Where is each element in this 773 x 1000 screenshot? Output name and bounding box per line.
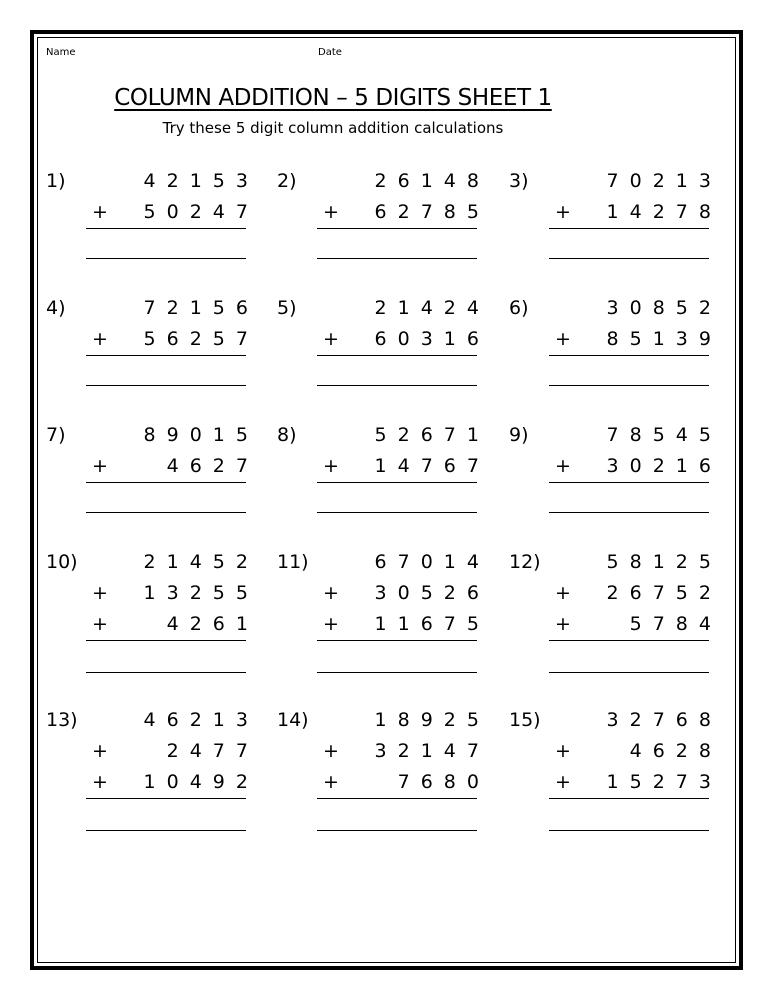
- first-addend-row: [553, 708, 722, 732]
- plus-sign: +: [92, 328, 108, 350]
- answer-blank-line[interactable]: [317, 672, 477, 673]
- addend-digits: 30852: [606, 297, 722, 319]
- addend-digits: 89015: [143, 424, 259, 446]
- addend-digits: 18925: [374, 709, 490, 731]
- plus-sign: +: [323, 771, 339, 793]
- plus-sign: +: [555, 582, 571, 604]
- addend-digits: 2477: [143, 740, 259, 762]
- addend-digits: 85139: [606, 328, 722, 350]
- plus-sign: +: [323, 740, 339, 762]
- plus-sign: +: [92, 201, 108, 223]
- answer-blank-line[interactable]: [549, 830, 709, 831]
- answer-blank-line[interactable]: [86, 512, 246, 513]
- addend-row: [90, 770, 259, 794]
- problem-number: 1): [46, 170, 66, 192]
- problem-number: 14): [277, 709, 309, 731]
- addend-digits: 67014: [374, 551, 490, 573]
- sum-line: [317, 355, 477, 356]
- addend-digits: 70213: [606, 170, 722, 192]
- problem-number: 6): [509, 297, 529, 319]
- addend-row: [90, 454, 259, 478]
- sum-line: [549, 482, 709, 483]
- addend-row: [321, 770, 490, 794]
- problem-number: 4): [46, 297, 66, 319]
- sum-line: [86, 798, 246, 799]
- addend-digits: 78545: [606, 424, 722, 446]
- sum-line: [317, 798, 477, 799]
- sum-line: [86, 482, 246, 483]
- plus-sign: +: [555, 328, 571, 350]
- first-addend-row: [321, 423, 490, 447]
- addend-digits: 26148: [374, 170, 490, 192]
- addend-digits: 32768: [606, 709, 722, 731]
- problem-number: 15): [509, 709, 541, 731]
- first-addend-row: [90, 550, 259, 574]
- plus-sign: +: [92, 771, 108, 793]
- first-addend-row: [321, 708, 490, 732]
- addend-digits: 32147: [374, 740, 490, 762]
- plus-sign: +: [323, 328, 339, 350]
- sum-line: [317, 482, 477, 483]
- plus-sign: +: [555, 771, 571, 793]
- addend-row: [321, 739, 490, 763]
- addend-digits: 60316: [374, 328, 490, 350]
- addend-row: [553, 200, 722, 224]
- addend-digits: 46213: [143, 709, 259, 731]
- answer-blank-line[interactable]: [86, 672, 246, 673]
- addend-row: [90, 581, 259, 605]
- answer-blank-line[interactable]: [86, 385, 246, 386]
- sum-line: [549, 640, 709, 641]
- problem-number: 5): [277, 297, 297, 319]
- addend-row: [321, 581, 490, 605]
- addend-digits: 4628: [606, 740, 722, 762]
- sum-line: [86, 355, 246, 356]
- plus-sign: +: [323, 201, 339, 223]
- addend-digits: 30216: [606, 455, 722, 477]
- plus-sign: +: [92, 582, 108, 604]
- sum-line: [549, 798, 709, 799]
- addend-row: [553, 327, 722, 351]
- plus-sign: +: [92, 455, 108, 477]
- name-label: Name: [46, 47, 76, 58]
- addend-digits: 15273: [606, 771, 722, 793]
- first-addend-row: [553, 550, 722, 574]
- plus-sign: +: [555, 455, 571, 477]
- first-addend-row: [553, 169, 722, 193]
- addend-digits: 13255: [143, 582, 259, 604]
- sum-line: [86, 640, 246, 641]
- first-addend-row: [90, 708, 259, 732]
- addend-digits: 11675: [374, 613, 490, 635]
- first-addend-row: [90, 423, 259, 447]
- addend-row: [321, 454, 490, 478]
- addend-row: [553, 612, 722, 636]
- plus-sign: +: [323, 455, 339, 477]
- addend-digits: 62785: [374, 201, 490, 223]
- addend-row: [553, 454, 722, 478]
- addend-row: [90, 739, 259, 763]
- answer-blank-line[interactable]: [317, 258, 477, 259]
- sum-line: [317, 228, 477, 229]
- addend-digits: 21452: [143, 551, 259, 573]
- addend-digits: 52671: [374, 424, 490, 446]
- plus-sign: +: [555, 201, 571, 223]
- answer-blank-line[interactable]: [317, 385, 477, 386]
- addend-digits: 72156: [143, 297, 259, 319]
- plus-sign: +: [555, 740, 571, 762]
- addend-row: [90, 200, 259, 224]
- addend-row: [90, 612, 259, 636]
- answer-blank-line[interactable]: [549, 512, 709, 513]
- addend-digits: 10492: [143, 771, 259, 793]
- problem-number: 3): [509, 170, 529, 192]
- addend-digits: 14278: [606, 201, 722, 223]
- addend-digits: 4627: [143, 455, 259, 477]
- addend-row: [90, 327, 259, 351]
- first-addend-row: [321, 296, 490, 320]
- problem-number: 2): [277, 170, 297, 192]
- first-addend-row: [321, 169, 490, 193]
- addend-digits: 58125: [606, 551, 722, 573]
- problem-number: 8): [277, 424, 297, 446]
- plus-sign: +: [555, 613, 571, 635]
- sum-line: [86, 228, 246, 229]
- addend-row: [321, 200, 490, 224]
- sheet-title: COLUMN ADDITION – 5 DIGITS SHEET 1: [114, 85, 552, 111]
- addend-digits: 26752: [606, 582, 722, 604]
- first-addend-row: [321, 550, 490, 574]
- addend-digits: 7680: [374, 771, 490, 793]
- sheet-subtitle: Try these 5 digit column addition calculations: [162, 119, 504, 137]
- answer-blank-line[interactable]: [86, 258, 246, 259]
- problem-number: 11): [277, 551, 309, 573]
- addend-row: [553, 581, 722, 605]
- problem-number: 12): [509, 551, 541, 573]
- addend-digits: 50247: [143, 201, 259, 223]
- sum-line: [549, 355, 709, 356]
- answer-blank-line[interactable]: [317, 512, 477, 513]
- first-addend-row: [553, 296, 722, 320]
- plus-sign: +: [323, 613, 339, 635]
- problem-number: 10): [46, 551, 78, 573]
- problem-number: 7): [46, 424, 66, 446]
- first-addend-row: [90, 169, 259, 193]
- addend-row: [553, 739, 722, 763]
- addend-digits: 21424: [374, 297, 490, 319]
- sum-line: [317, 640, 477, 641]
- first-addend-row: [90, 296, 259, 320]
- first-addend-row: [553, 423, 722, 447]
- problem-number: 9): [509, 424, 529, 446]
- addend-row: [321, 327, 490, 351]
- addend-digits: 14767: [374, 455, 490, 477]
- addend-digits: 30526: [374, 582, 490, 604]
- addend-digits: 4261: [143, 613, 259, 635]
- date-label: Date: [318, 47, 342, 58]
- addend-digits: 42153: [143, 170, 259, 192]
- answer-blank-line[interactable]: [549, 258, 709, 259]
- sum-line: [549, 228, 709, 229]
- answer-blank-line[interactable]: [549, 385, 709, 386]
- addend-digits: 5784: [606, 613, 722, 635]
- plus-sign: +: [323, 582, 339, 604]
- answer-blank-line[interactable]: [549, 672, 709, 673]
- problem-number: 13): [46, 709, 78, 731]
- addend-row: [321, 612, 490, 636]
- answer-blank-line[interactable]: [86, 830, 246, 831]
- addend-row: [553, 770, 722, 794]
- plus-sign: +: [92, 740, 108, 762]
- answer-blank-line[interactable]: [317, 830, 477, 831]
- plus-sign: +: [92, 613, 108, 635]
- addend-digits: 56257: [143, 328, 259, 350]
